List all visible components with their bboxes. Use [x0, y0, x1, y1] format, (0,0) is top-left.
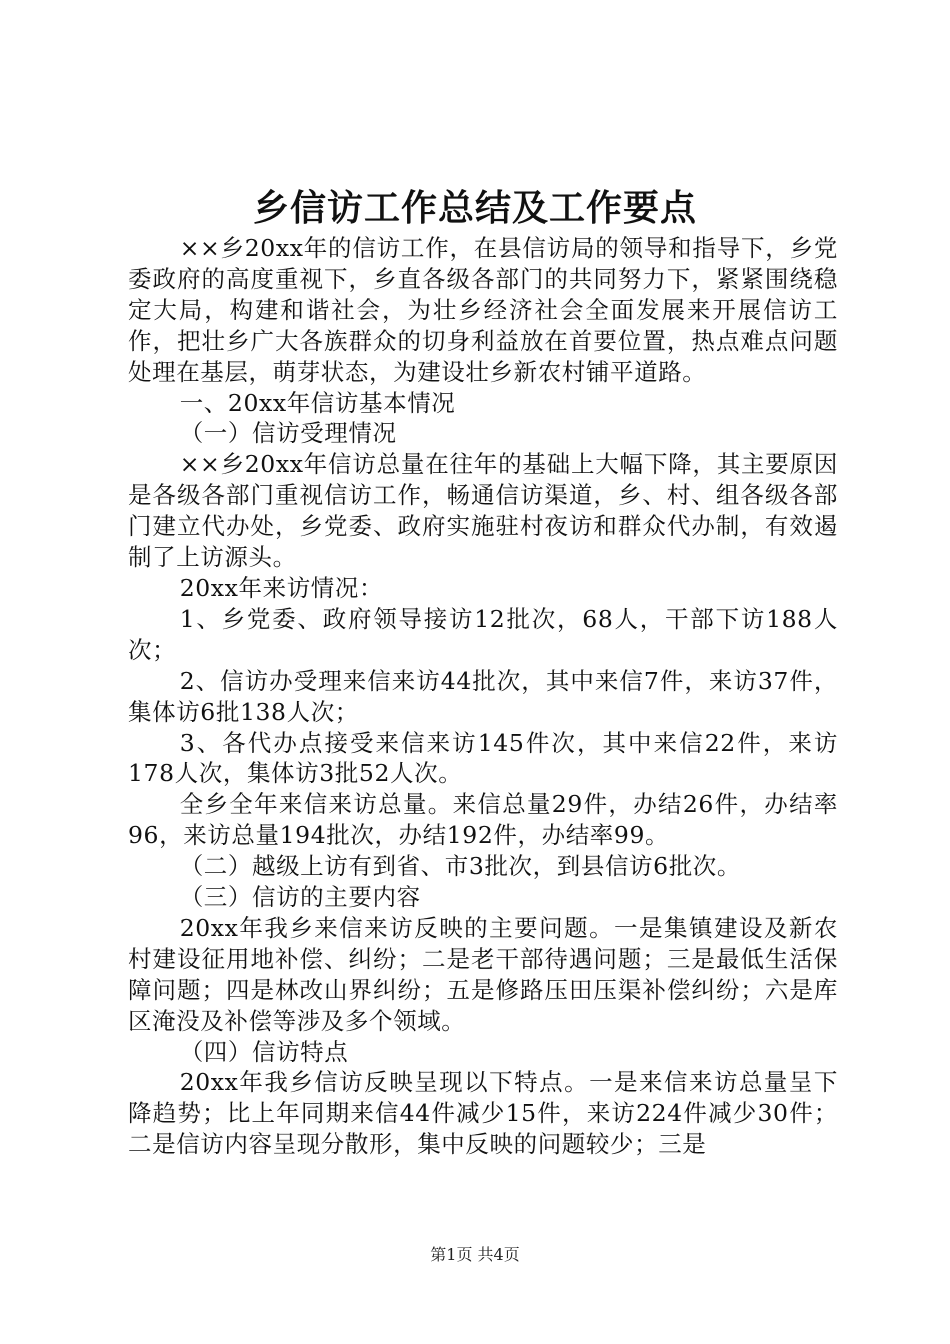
subsection-heading-1: （一）信访受理情况	[179, 419, 397, 448]
list-item-2: 2、信访办受理来信来访44批次，其中来信7件，来访37件，集体访6批138人次；	[128, 666, 838, 726]
page-footer: 第1页 共4页	[430, 1245, 520, 1264]
subsection-heading-4: （四）信访特点	[179, 1037, 349, 1066]
list-item-1: 1、乡党委、政府领导接访12批次，68人，干部下访188人次；	[128, 604, 838, 664]
section-heading-1: 一、20xx年信访基本情况	[179, 388, 456, 417]
paragraph-features: 20xx年我乡信访反映呈现以下特点。一是来信来访总量呈下降趋势；比上年同期来信44件减少15件，来访224件减少30件；二是信访内容呈现分散形，集中反映的问题较少；三是	[128, 1068, 838, 1159]
document-body	[128, 233, 838, 1160]
subsection-heading-3: （三）信访的主要内容	[179, 883, 421, 912]
paragraph-main-issues: 20xx年我乡来信来访反映的主要问题。一是集镇建设及新农村建设征用地补偿、纠纷；二是老干部待遇问题；三是最低生活保障问题；四是林改山界纠纷；五是修路压田压渠补偿纠纷；六是库区淹没及补偿等涉及多个领域。	[128, 913, 838, 1035]
paragraph-visits-heading: 20xx年来访情况：	[179, 573, 384, 602]
paragraph-acceptance: ××乡20xx年信访总量在往年的基础上大幅下降，其主要原因是各级各部门重视信访工作，畅通信访渠道，乡、村、组各级各部门建立代办处，乡党委、政府实施驻村夜访和群众代办制，有效遏制了上访源头。	[128, 450, 838, 572]
paragraph-totals: 全乡全年来信来访总量。来信总量29件，办结26件，办结率96，来访总量194批次，办结192件，办结率99。	[128, 790, 838, 850]
document-title: 乡信访工作总结及工作要点	[252, 187, 697, 229]
paragraph-intro: ××乡20xx年的信访工作，在县信访局的领导和指导下，乡党委政府的高度重视下，乡直各级各部门的共同努力下，紧紧围绕稳定大局，构建和谐社会，为壮乡经济社会全面发展来开展信访工作，把壮乡广大各族群众的切身利益放在首要位置，热点难点问题处理在基层，萌芽状态，为建设壮乡新农村铺平道路。	[128, 234, 838, 386]
subsection-heading-2: （二）越级上访有到省、市3批次，到县信访6批次。	[179, 852, 741, 881]
list-item-3: 3、各代办点接受来信来访145件次，其中来信22件，来访178人次，集体访3批52人次。	[128, 728, 838, 788]
